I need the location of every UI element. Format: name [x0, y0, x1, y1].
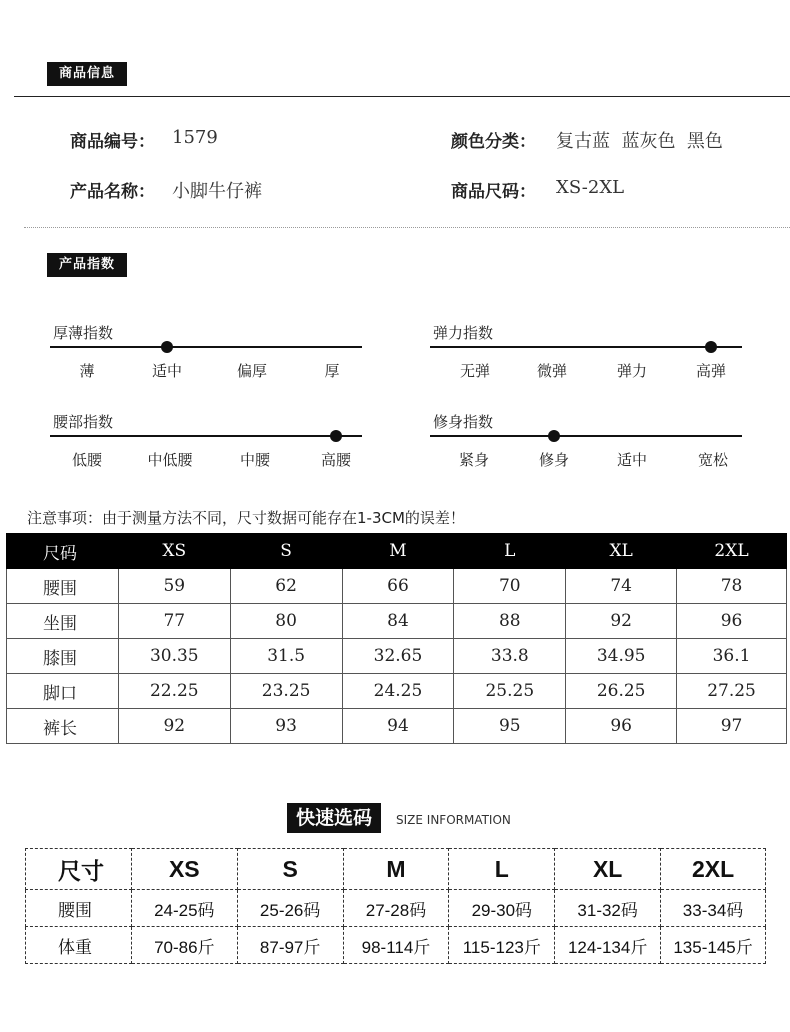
size-cell: 25.25 [454, 674, 566, 709]
index-title: 修身指数 [433, 413, 494, 431]
size-header-cell: 尺码 [7, 534, 119, 569]
index-tick-label: 弹力 [616, 362, 647, 380]
index-marker [705, 341, 717, 353]
index-tick-label: 中腰 [239, 451, 270, 469]
size-header-cell: XS [118, 534, 230, 569]
size-cell: 26.25 [566, 674, 677, 709]
index-title: 腰部指数 [53, 413, 114, 431]
product-name-label: 产品名称： [70, 182, 155, 202]
table-row [7, 709, 787, 744]
size-cell: 66 [342, 569, 454, 604]
size-cell: 23.25 [230, 674, 342, 709]
section-tag-product-info: 商品信息 [47, 62, 127, 86]
quick-size-cell: 27-28码 [343, 890, 449, 927]
index-track [50, 435, 362, 437]
index-marker [548, 430, 560, 442]
size-header-cell: XL [566, 534, 677, 569]
index-marker [330, 430, 342, 442]
quick-size-cell: 体重 [26, 927, 132, 964]
size-cell: 80 [230, 604, 342, 639]
size-cell: 24.25 [342, 674, 454, 709]
index-tick-label: 高弹 [695, 362, 726, 380]
table-row [7, 674, 787, 709]
size-cell: 94 [342, 709, 454, 744]
size-cell: 22.25 [118, 674, 230, 709]
index-track [430, 346, 742, 348]
quick-size-subtitle: SIZE INFORMATION [396, 813, 511, 827]
size-cell: 74 [566, 569, 677, 604]
size-cell: 36.1 [677, 639, 787, 674]
quick-size-cell: 2XL [661, 849, 766, 890]
table-row [7, 639, 787, 674]
color-value: 复古蓝 蓝灰色 黑色 [556, 131, 723, 152]
quick-size-title: 快速选码 [287, 803, 381, 833]
quick-size-cell: 87-97斤 [237, 927, 343, 964]
quick-size-cell: 115-123斤 [449, 927, 555, 964]
index-tick-label: 适中 [151, 362, 182, 380]
index-tick-label: 低腰 [71, 451, 102, 469]
size-cell: 92 [566, 604, 677, 639]
index-track [430, 435, 742, 437]
quick-size-table [25, 848, 766, 964]
index-track [50, 346, 362, 348]
table-row [7, 604, 787, 639]
size-table [6, 533, 787, 744]
index-tick-label: 厚 [324, 362, 340, 380]
table-row [26, 849, 766, 890]
size-table-header [7, 534, 787, 569]
table-row [7, 569, 787, 604]
size-cell: 膝围 [7, 639, 119, 674]
quick-size-cell: S [237, 849, 343, 890]
quick-size-cell: 70-86斤 [131, 927, 237, 964]
size-cell: 84 [342, 604, 454, 639]
index-title: 厚薄指数 [53, 324, 114, 342]
size-cell: 78 [677, 569, 787, 604]
size-cell: 32.65 [342, 639, 454, 674]
size-cell: 34.95 [566, 639, 677, 674]
size-cell: 97 [677, 709, 787, 744]
index-marker [161, 341, 173, 353]
size-header-cell: M [342, 534, 454, 569]
index-tick-label: 微弹 [536, 362, 567, 380]
index-tick-label: 适中 [616, 451, 647, 469]
size-range-value: XS-2XL [556, 177, 625, 198]
size-cell: 62 [230, 569, 342, 604]
index-tick-label: 偏厚 [236, 362, 267, 380]
dotted-divider [24, 227, 790, 228]
size-cell: 33.8 [454, 639, 566, 674]
size-cell: 31.5 [230, 639, 342, 674]
measurement-note: 注意事项：由于测量方法不同，尺寸数据可能存在1-3CM的误差！ [27, 509, 465, 527]
table-row [26, 927, 766, 964]
quick-size-cell: 124-134斤 [555, 927, 661, 964]
quick-size-cell: 135-145斤 [661, 927, 766, 964]
quick-size-cell: XS [131, 849, 237, 890]
index-tick-label: 中低腰 [147, 451, 193, 469]
index-tick-label: 紧身 [458, 451, 489, 469]
quick-size-cell: 腰围 [26, 890, 132, 927]
index-tick-label: 宽松 [697, 451, 728, 469]
quick-size-cell: L [449, 849, 555, 890]
size-header-cell: S [230, 534, 342, 569]
color-label: 颜色分类： [451, 132, 536, 152]
quick-size-cell: M [343, 849, 449, 890]
size-cell: 96 [677, 604, 787, 639]
size-cell: 96 [566, 709, 677, 744]
table-row [26, 890, 766, 927]
size-cell: 27.25 [677, 674, 787, 709]
section-divider [14, 96, 790, 97]
index-tick-label: 高腰 [320, 451, 351, 469]
size-range-label: 商品尺码： [451, 182, 536, 202]
quick-size-cell: XL [555, 849, 661, 890]
product-code-label: 商品编号： [70, 132, 155, 152]
index-tick-label: 无弹 [459, 362, 490, 380]
quick-size-cell: 24-25码 [131, 890, 237, 927]
size-cell: 30.35 [118, 639, 230, 674]
size-cell: 腰围 [7, 569, 119, 604]
index-title: 弹力指数 [433, 324, 494, 342]
size-cell: 88 [454, 604, 566, 639]
size-cell: 92 [118, 709, 230, 744]
product-code-value: 1579 [172, 127, 218, 148]
size-header-cell: L [454, 534, 566, 569]
size-cell: 70 [454, 569, 566, 604]
quick-size-cell: 33-34码 [661, 890, 766, 927]
size-cell: 裤长 [7, 709, 119, 744]
section-tag-product-index: 产品指数 [47, 253, 127, 277]
quick-size-cell: 31-32码 [555, 890, 661, 927]
quick-size-cell: 25-26码 [237, 890, 343, 927]
size-cell: 脚口 [7, 674, 119, 709]
size-cell: 坐围 [7, 604, 119, 639]
product-name-value: 小脚牛仔裤 [172, 181, 262, 202]
quick-size-cell: 尺寸 [26, 849, 132, 890]
index-tick-label: 薄 [79, 362, 95, 380]
quick-size-cell: 29-30码 [449, 890, 555, 927]
size-cell: 93 [230, 709, 342, 744]
size-cell: 77 [118, 604, 230, 639]
quick-size-cell: 98-114斤 [343, 927, 449, 964]
size-cell: 59 [118, 569, 230, 604]
index-tick-label: 修身 [538, 451, 569, 469]
size-cell: 95 [454, 709, 566, 744]
size-header-cell: 2XL [677, 534, 787, 569]
